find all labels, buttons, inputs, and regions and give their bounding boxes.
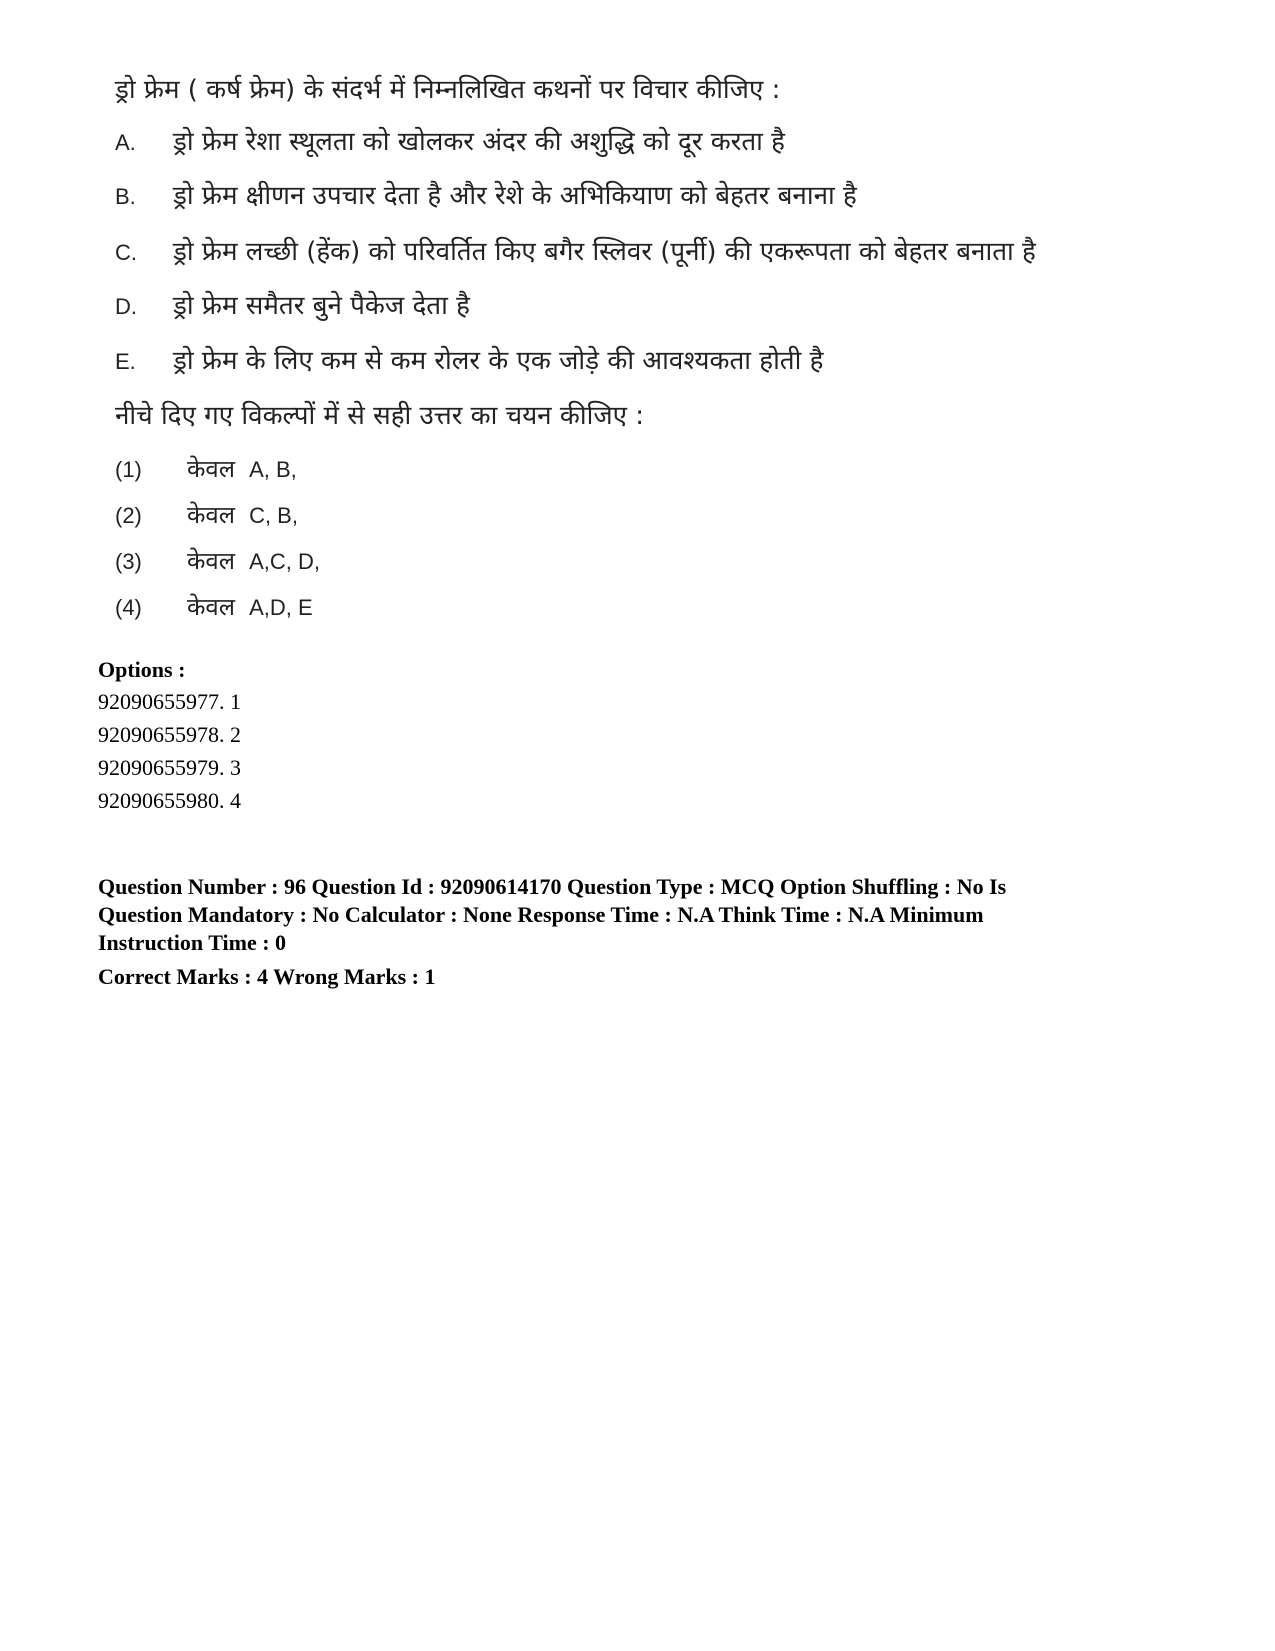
choice-values: A,C, D,	[249, 549, 320, 574]
statement-text: ड्रो फ्रेम के लिए कम से कम रोलर के एक जोड़े की आवश्यकता होती है	[173, 346, 824, 376]
choice-4	[115, 590, 313, 623]
choice-word: केवल	[187, 501, 236, 529]
statement-letter: E.	[115, 349, 136, 374]
option-item: 92090655978. 2	[98, 722, 241, 747]
statement-text: ड्रो फ्रेम समैतर बुने पैकेज देता है	[173, 291, 470, 321]
choice-word: केवल	[187, 547, 236, 575]
choice-1	[115, 452, 297, 485]
choice-number: (1)	[115, 457, 142, 482]
choice-word: केवल	[187, 455, 236, 483]
options-section	[98, 656, 241, 815]
statement-a	[115, 122, 785, 158]
statement-e	[115, 341, 823, 377]
choice-3	[115, 544, 320, 577]
statement-d	[115, 286, 470, 322]
statement-letter: B.	[115, 184, 136, 209]
statement-text: ड्रो फ्रेम क्षीणन उपचार देता है और रेशे के अभिकियाण को बेहतर बनाना है	[173, 181, 857, 211]
statement-letter: D.	[115, 294, 137, 319]
choice-word: केवल	[187, 593, 236, 621]
option-item: 92090655980. 4	[98, 788, 241, 813]
choice-number: (3)	[115, 549, 142, 574]
options-heading: Options :	[98, 657, 186, 682]
statement-c	[115, 232, 1036, 268]
choice-values: A,D, E	[249, 595, 313, 620]
question-instruction: नीचे दिए गए विकल्पों में से सही उत्तर का चयन कीजिए :	[115, 401, 645, 431]
option-item: 92090655977. 1	[98, 689, 241, 714]
choice-values: C, B,	[249, 503, 298, 528]
statement-text: ड्रो फ्रेम रेशा स्थूलता को खोलकर अंदर की अशुद्धि को दूर करता है	[173, 127, 785, 157]
question-meta-line: Question Number : 96 Question Id : 92090614170 Question Type : MCQ Option Shuffling : No Is	[98, 874, 1007, 899]
choice-number: (2)	[115, 503, 142, 528]
choice-values: A, B,	[249, 457, 297, 482]
question-meta-line: Instruction Time : 0	[98, 930, 287, 955]
next-question-header	[98, 873, 1006, 991]
statement-letter: A.	[115, 130, 136, 155]
question-meta-line: Question Mandatory : No Calculator : None Response Time : N.A Think Time : N.A Minimum	[98, 902, 984, 927]
choice-number: (4)	[115, 595, 142, 620]
choice-2	[115, 498, 298, 531]
marks-line: Correct Marks : 4 Wrong Marks : 1	[98, 964, 436, 989]
question-intro: ड्रो फ्रेम ( कर्ष फ्रेम) के संदर्भ में निम्नलिखित कथनों पर विचार कीजिए :	[115, 75, 781, 105]
statement-letter: C.	[115, 240, 137, 265]
statement-text: ड्रो फ्रेम लच्छी (हेंक) को परिवर्तित किए बगैर स्लिवर (पूर्नी) की एकरूपता को बेहतर बनाता है	[173, 237, 1036, 267]
option-item: 92090655979. 3	[98, 755, 241, 780]
statement-b	[115, 176, 857, 212]
